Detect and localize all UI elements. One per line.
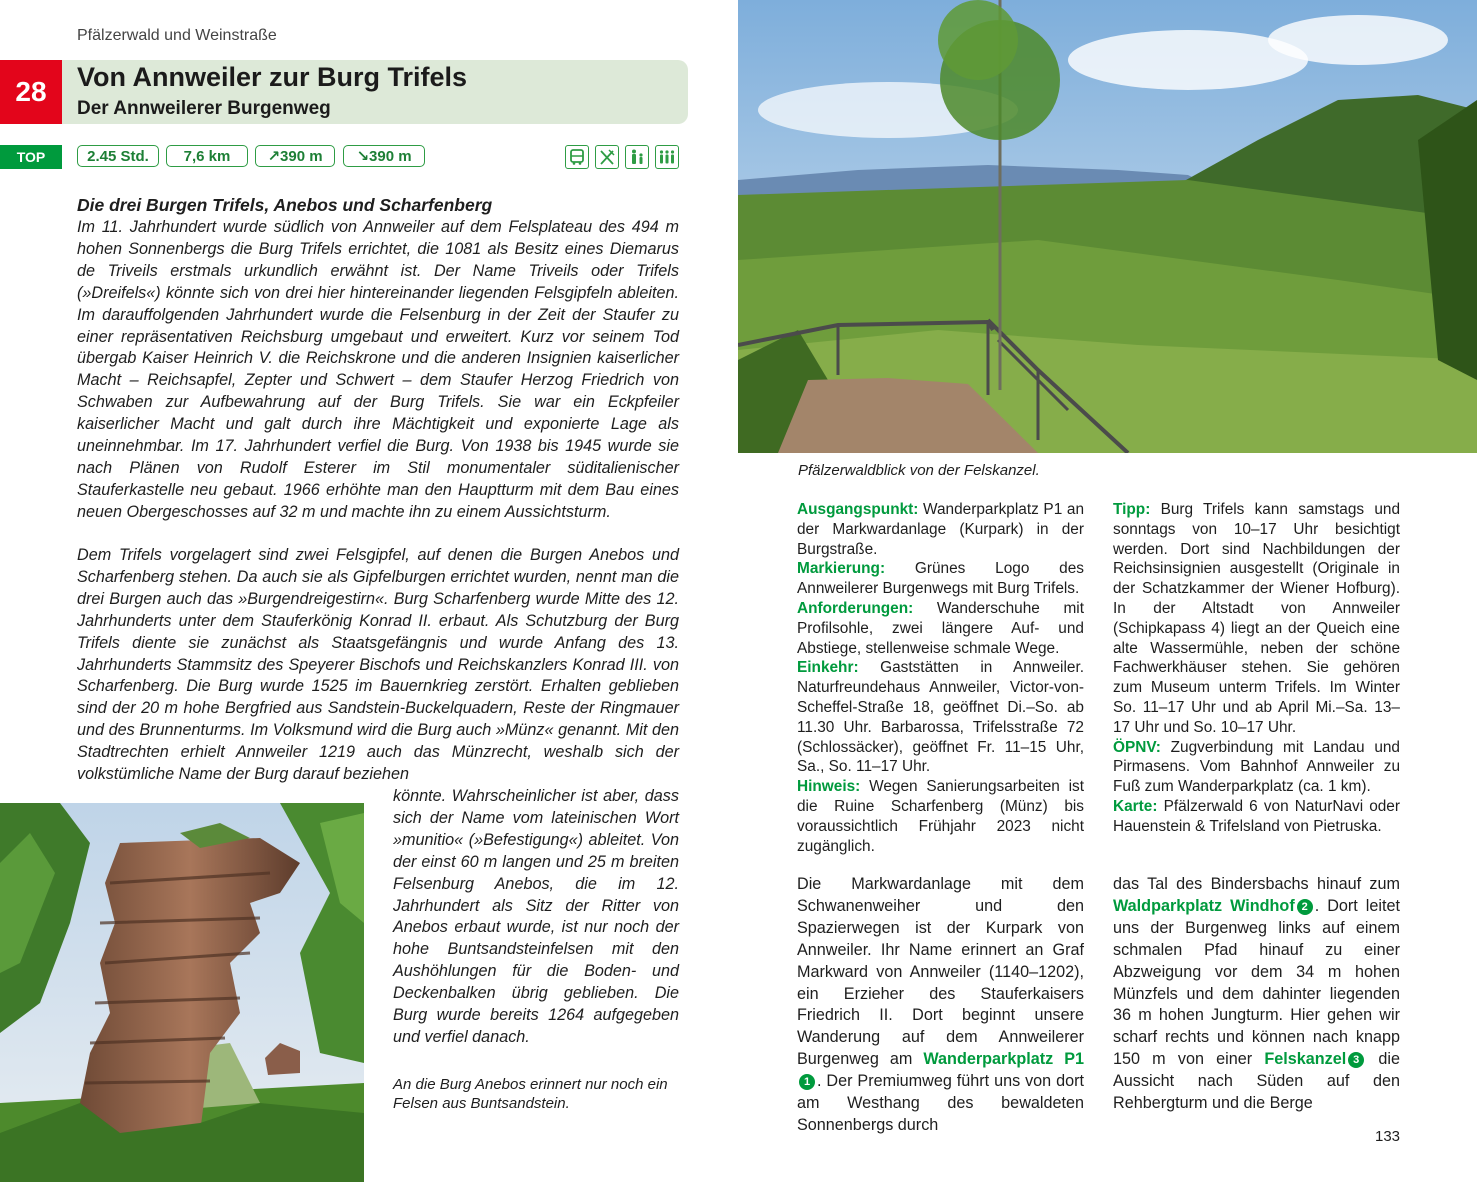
restaurant-icon bbox=[595, 145, 619, 169]
map-text: Pfälzerwald 6 von NaturNavi oder Hauenstein & Trifelsland von Pietruska. bbox=[1113, 797, 1400, 835]
tip-text: Burg Trifels kann samstags und sonntags von 10–17 Uhr besichtigt werden. Dort sind Nachbildungen der Reichsinsignien ausgestellt (Originale in der Schatzkammer der Wiener Hofburg). In der Altstadt von Annweiler (Schipkapass 4) liegt an der Queich eine alte Wassermühle, neben der schöne Fachwerkhäuser stehen. Sie gehören zum Museum unterm Trifels. Im Winter So. 11–17 Uhr und ab April Mi.–Sa. 13–17 Uhr und So. 10–17 Uhr. bbox=[1113, 501, 1401, 736]
intro-paragraph-3: könnte. Wahrscheinlicher ist aber, dass sich der Name vom lateinischen Wort »munitio« (»Befestigung«) ableitet. Von der einst 60 m langen und 25 m breiten Felsenburg Anebos, die im 12. Jahrhundert als Sitz der Ritter von Anebos erbaut wurde, ist nur noch der hohe Buntsandsteinfelsen mit den Aushöhlungen für die Boden- und Deckenbalken übrig geblieben. Die Burg wurde bereits 1264 aufgegeben und verfiel danach. bbox=[393, 787, 679, 1046]
distance-badge: 7,6 km bbox=[166, 145, 248, 167]
top-badge: TOP bbox=[0, 145, 62, 169]
duration-badge: 2.45 Std. bbox=[77, 145, 159, 167]
family-icon bbox=[625, 145, 649, 169]
route-text-part: das Tal des Bindersbachs hinauf zum bbox=[1113, 875, 1400, 893]
requirements-label: Anforderungen: bbox=[797, 599, 914, 617]
marking-label: Markierung: bbox=[797, 560, 886, 578]
waypoint-2-name: Waldparkplatz Windhof bbox=[1113, 896, 1295, 915]
page-title: Von Annweiler zur Burg Trifels bbox=[77, 62, 468, 92]
intro-paragraph-2: Dem Trifels vorgelagert sind zwei Felsgipfel, auf denen die Burgen Anebos und Scharfenberg stehen. Da auch sie als Gipfelburgen errichtet wurden, nennt man die drei Burgen auch das »Burgendreigestirn«. Burg Scharfenberg wurde Mitte des 12. Jahrhunderts unter dem Stauferkönig Konrad II. erbaut. Als Schutzburg der Burg Trifels diente sie zunächst als Staatsgefängnis und wurde Anfang des 13. Jahrhunderts Stammsitz des Speyerer Bischofs und Reichskanzlers Konrad III. von Scharfenberg. Die Burg wurde 1525 im Bauernkrieg zerstört. Erhalten geblieben sind der 20 m hohe Bergfried aus Sandstein-Buckelquadern, Reste der Ringmauer und des Brunnenturms. Im Volksmund wird die Burg auch »Münz« genannt. Mit den Stadtrechten erhielt Annweiler 1219 auch das Münzrecht, weshalb sich der volkstümliche Name der Burg darauf beziehen bbox=[77, 546, 679, 784]
running-head: Pfälzerwald und Weinstraße bbox=[77, 27, 277, 44]
route-text-part: . Dort leitet uns der Burgenweg links auf einem schmalen Pfad hinauf zu einer Abzweigung vor dem 34 m hohen Münzfels und dem dahinter liegenden 36 m hohen Jungturm. Hier gehen wir scharf rechts und können nach knapp 150 m von einer bbox=[1113, 896, 1400, 1069]
ascent-badge: ↗390 m bbox=[255, 145, 335, 167]
refreshment-label: Einkehr: bbox=[797, 659, 859, 677]
marking-text: Grünes Logo des Annweilerer Burgenwegs mit Burg Trifels. bbox=[797, 560, 1084, 598]
tip-label: Tipp: bbox=[1113, 501, 1151, 518]
route-number: 28 bbox=[0, 60, 62, 124]
route-text-part: Die Markwardanlage mit dem Schwanenweiher und den Spazierwegen ist der Kurpark von Annweiler. Ihr Name erinnert an Graf Markward von Annweiler (1140–1202), ein Erzieher des Stauferkaisers Friedrich II. Dort beginnt unsere Wanderung auf dem Annweilerer Burgenweg am bbox=[797, 875, 1084, 1069]
requirements-text: Wanderschuhe mit Profilsohle, zwei längere Auf- und Abstiege, stellenweise schmale Wege. bbox=[797, 599, 1084, 657]
route-text-left bbox=[797, 874, 1084, 1137]
left-photo-caption: An die Burg Anebos erinnert nur noch ein Felsen aus Buntsandstein. bbox=[393, 1076, 668, 1112]
map-label: Karte: bbox=[1113, 797, 1158, 815]
forest-view-photo bbox=[738, 0, 1477, 453]
anebos-rock-photo bbox=[0, 803, 364, 1182]
group-icon bbox=[655, 145, 679, 169]
start-text: Wanderparkplatz P1 an der Markwardanlage (Kurpark) in der Burgstraße. bbox=[797, 501, 1084, 558]
waypoint-1-name: Wanderparkplatz P1 bbox=[923, 1050, 1084, 1069]
refreshment-text: Gaststätten in Annweiler. Naturfreundehaus Annweiler, Victor-von-Scheffel-Straße 18, geöffnet Di.–So. ab 11.30 Uhr. Barbarossa, Trifelsstraße 72 (Schlossäcker), geöffnet Fr. 11–15 Uhr, Sa., So. 11–17 Uhr. bbox=[797, 659, 1084, 776]
intro-paragraph-1: Im 11. Jahrhundert wurde südlich von Annweiler auf dem Felsplateau des 494 m hohen Sonnenbergs die Burg Trifels errichtet, die 1081 als Besitz eines Diemarus de Triveils erstmals urkundlich erwähnt ist. Der Name Triveils oder Trifels (»Dreifels«) könnte sich von drei hier hintereinander liegenden Felsgipfeln ableiten. Im darauffolgenden Jahrhundert wurde die Felsenburg in der Zeit der Staufer zu einer repräsentativen Reichsburg umgebaut und erweitert. Kurz vor seinem Tod übergab Kaiser Heinrich V. die Reichskrone und die anderen Insignien kaiserlicher Macht – Reichsapfel, Zepter und Schwert – dem Staufer Herzog Friedrich von Schwaben zur Aufbewahrung auf der Burg Trifels. Sie war ein Eckpfeiler kaiserlicher Macht und galt durch ihre Mächtigkeit und exponierte Lage als uneinnehmbar. Im 17. Jahrhundert verfiel die Burg. Von 1938 bis 1945 wurde sie nach Plänen von Rudolf Esterer im Stil monumentaler süditalienischer Stauferkastelle neu gebaut. 1966 erhöhte man den Hauptturm mit dem Bau eines neuen Obergeschosses auf 32 m und machte ihn zu einem Aussichtsturm. bbox=[77, 218, 679, 521]
bus-icon bbox=[565, 145, 589, 169]
right-photo-caption: Pfälzerwaldblick von der Felskanzel. bbox=[798, 462, 1040, 479]
info-column-right bbox=[1113, 500, 1400, 837]
feature-icons bbox=[565, 145, 679, 169]
info-column-left bbox=[797, 500, 1084, 856]
route-text-right bbox=[1113, 874, 1400, 1115]
note-text: Wegen Sanierungsarbeiten ist die Ruine Scharfenberg (Münz) bis voraussichtlich Frühjahr 2023 nicht zugänglich. bbox=[797, 778, 1084, 855]
start-label: Ausgangspunkt: bbox=[797, 501, 919, 518]
page-number: 133 bbox=[1375, 1128, 1401, 1145]
intro-heading: Die drei Burgen Trifels, Anebos und Scharfenberg bbox=[77, 195, 493, 215]
transit-text: Zugverbindung mit Landau und Pirmasens. Vom Bahnhof Annweiler zu Fuß zum Wanderparkplatz (ca. 1 km). bbox=[1113, 738, 1400, 796]
waypoint-3-name: Felskanzel bbox=[1264, 1050, 1347, 1069]
transit-label: ÖPNV: bbox=[1113, 738, 1161, 756]
waypoint-1-marker: 1 bbox=[799, 1074, 815, 1090]
route-text-part: die Aussicht nach Süden auf den Rehbergturm und die Berge bbox=[1113, 1050, 1400, 1113]
route-text-part: . Der Premiumweg führt uns von dort am Westhang des bewaldeten Sonnenbergs durch bbox=[797, 1072, 1084, 1134]
waypoint-3-marker: 3 bbox=[1348, 1052, 1364, 1068]
descent-badge: ↘390 m bbox=[343, 145, 425, 167]
waypoint-2-marker: 2 bbox=[1297, 899, 1313, 915]
note-label: Hinweis: bbox=[797, 778, 861, 796]
page-subtitle: Der Annweilerer Burgenweg bbox=[77, 98, 331, 119]
